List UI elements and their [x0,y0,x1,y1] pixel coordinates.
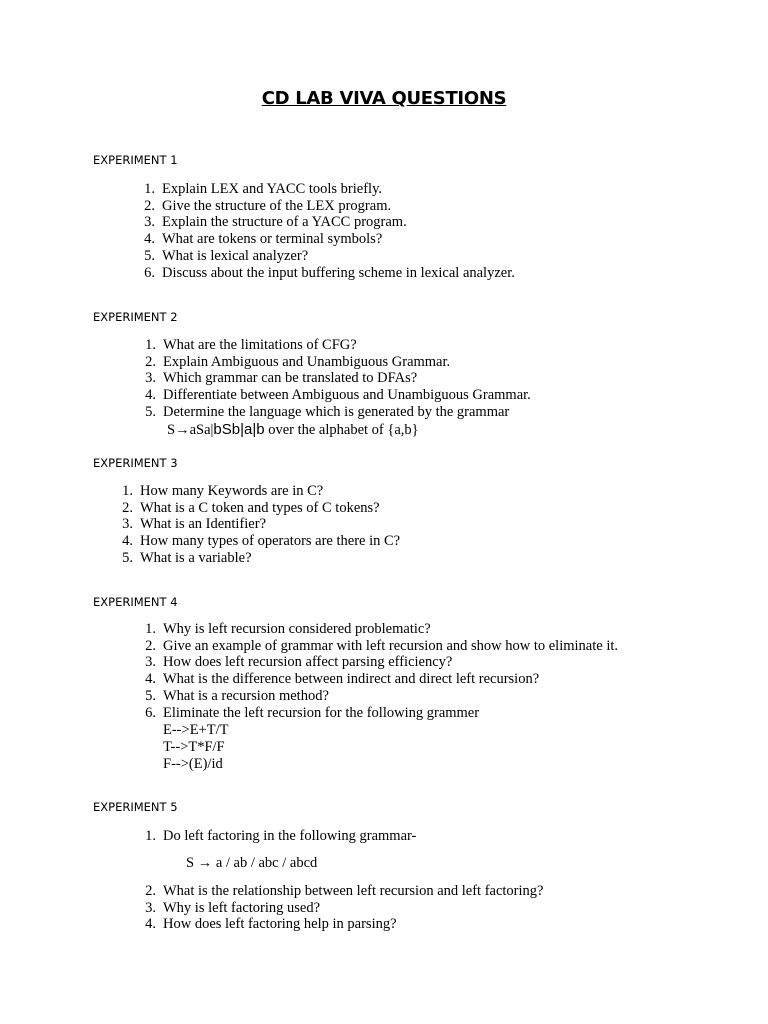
grammar-rule-2: T-->T*F/F [163,739,225,755]
experiment-1-heading: EXPERIMENT 1 [93,153,178,167]
list-item: 1. Do left factoring in the following grammar- [145,828,417,844]
experiment-4-heading: EXPERIMENT 4 [93,595,178,609]
list-item: 5. What is lexical analyzer? [144,247,309,264]
list-item: 6. Discuss about the input buffering scheme in lexical analyzer. [144,264,515,281]
experiment-1-questions [144,181,515,281]
grammar-expression: S→aSa|bSb|a|b over the alphabet of {a,b} [167,421,419,438]
experiment-5-questions-part1 [145,828,417,845]
list-item: 4. How does left factoring help in parsing? [145,916,397,933]
list-item: 2. Give the structure of the LEX program. [144,197,392,214]
experiment-5-questions-part2 [145,883,544,933]
grammar-expression: S → a / ab / abc / abcd [186,855,318,871]
list-item: 1. Explain LEX and YACC tools briefly. [144,181,383,197]
list-item: 1. What are the limitations of CFG? [145,337,357,353]
list-item: 5. What is a recursion method? [145,687,329,704]
list-item: 5. What is a variable? [122,549,252,566]
list-item: 4. Differentiate between Ambiguous and Unambiguous Grammar. [145,387,531,404]
list-item: 3. Explain the structure of a YACC program. [144,214,407,231]
list-item: 2. Give an example of grammar with left recursion and show how to eliminate it. [145,637,619,654]
list-item: 4. How many types of operators are there in C? [122,533,401,550]
list-item: 5. Determine the language which is generated by the grammar [145,403,510,420]
experiment-3-questions [122,483,401,567]
experiment-5-heading: EXPERIMENT 5 [93,800,178,814]
list-item: 2. What is the relationship between left recursion and left factoring? [145,883,544,899]
list-item: 3. How does left recursion affect parsing efficiency? [145,654,453,671]
experiment-3-heading: EXPERIMENT 3 [93,456,178,470]
list-item: 2. Explain Ambiguous and Unambiguous Grammar. [145,353,451,370]
list-item: 1. How many Keywords are in C? [122,483,324,499]
experiment-2-questions [145,337,531,421]
page-title: CD LAB VIVA QUESTIONS [261,88,507,109]
list-item: 2. What is a C token and types of C tokens? [122,499,380,516]
list-item: 4. What is the difference between indirect and direct left recursion? [145,671,540,688]
list-item: 1. Why is left recursion considered problematic? [145,621,431,637]
list-item: 3. Which grammar can be translated to DFAs? [145,370,418,387]
list-item: 3. What is an Identifier? [122,516,267,533]
experiment-4-questions [145,621,619,721]
grammar-rule-1: E-->E+T/T [163,722,229,738]
experiment-2-heading: EXPERIMENT 2 [93,310,178,324]
list-item: 6. Eliminate the left recursion for the following grammer [145,704,480,721]
list-item: 3. Why is left factoring used? [145,899,321,916]
grammar-rule-3: F-->(E)/id [163,756,223,772]
list-item: 4. What are tokens or terminal symbols? [144,231,383,248]
